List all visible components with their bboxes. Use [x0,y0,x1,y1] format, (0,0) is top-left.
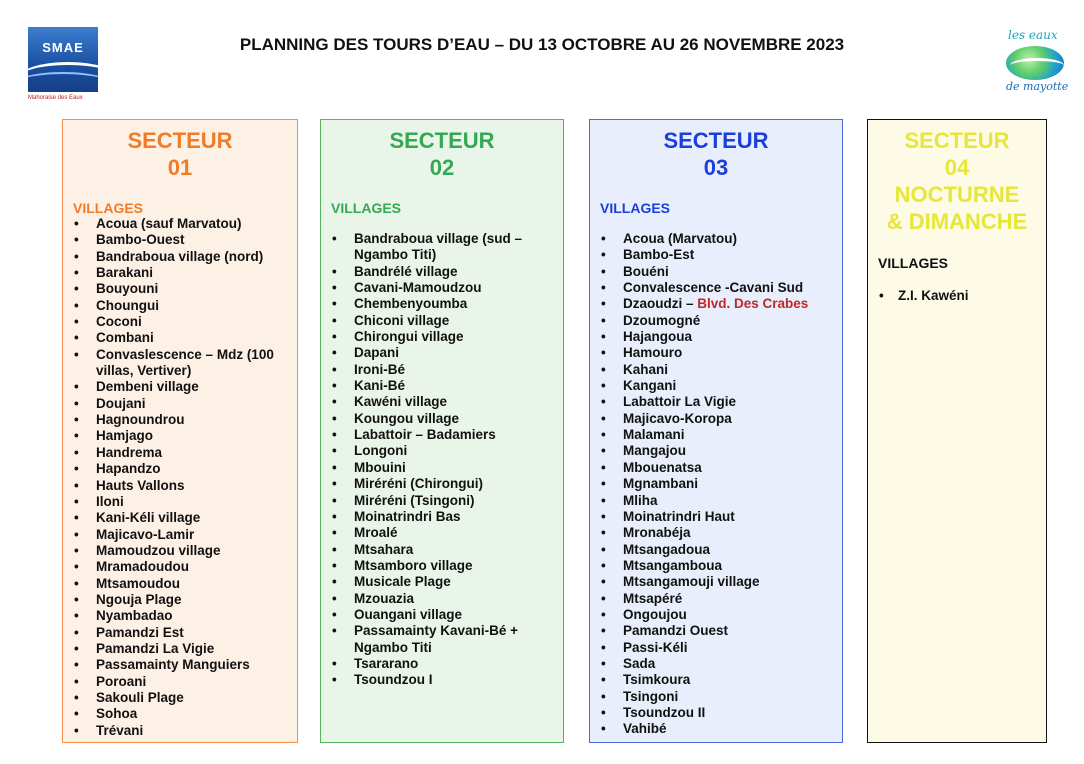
list-item: • Coconi [63,314,297,330]
list-item: • Combani [63,330,297,346]
list-item: • Hagnoundrou [63,412,297,428]
list-item: • Pamandzi Est [63,625,297,641]
list-item: • Bambo-Est [590,247,842,263]
list-item: • Cavani-Mamoudzou [321,280,563,296]
sector-04-villages-label: VILLAGES [878,255,949,271]
sector-02-heading: SECTEUR 02 [389,128,495,180]
list-item: • Sakouli Plage [63,690,297,706]
list-item: • Hapandzo [63,461,297,477]
list-item: • Ongoujou [590,607,842,623]
sector-03-heading: SECTEUR 03 [663,128,769,180]
list-item: • Trévani [63,723,297,739]
list-item: • Dzaoudzi – Blvd. Des Crabes [590,296,842,312]
list-item: • Mtsangadoua [590,542,842,558]
list-item: • Mtsamoudou [63,576,297,592]
list-item: • Chembenyoumba [321,296,563,312]
list-item: • Kahani [590,362,842,378]
list-item: • Mtsapéré [590,591,842,607]
list-item: • Moinatrindri Haut [590,509,842,525]
sector-01-village-list [63,216,297,739]
list-item: • Passi-Kéli [590,640,842,656]
list-item: • Mbouini [321,460,563,476]
sector-04-village-list [868,288,1046,304]
list-item: • Malamani [590,427,842,443]
list-item: • Choungui [63,298,297,314]
sector-03-panel [589,119,843,743]
list-item: • Hajangoua [590,329,842,345]
list-item: • Mamoudzou village [63,543,297,559]
list-item: • Mtsahara [321,542,563,558]
sector-03-village-list [590,231,842,738]
list-item: • Acoua (Marvatou) [590,231,842,247]
list-item: • Tsararano [321,656,563,672]
list-item: • Miréréni (Tsingoni) [321,493,563,509]
list-item: • Mroalé [321,525,563,541]
list-item: • Mangajou [590,443,842,459]
sector-01-villages-label: VILLAGES [73,200,144,216]
list-item: • Z.I. Kawéni [868,288,1046,304]
list-item: • Koungou village [321,411,563,427]
logo-right-line2: de mayotte [1006,80,1069,93]
list-item: • Ironi-Bé [321,362,563,378]
list-item: • Mliha [590,493,842,509]
list-item: • Pamandzi Ouest [590,623,842,639]
list-item: • Musicale Plage [321,574,563,590]
list-item: • Handrema [63,445,297,461]
list-item: • Passamainty Kavani-Bé + Ngambo Titi [321,623,563,656]
list-item: • Mtsangamboua [590,558,842,574]
sector-02-village-list [321,231,563,689]
list-item: • Longoni [321,443,563,459]
list-item: • Mronabéja [590,525,842,541]
list-item: • Hamouro [590,345,842,361]
list-item: • Pamandzi La Vigie [63,641,297,657]
list-item: • Dzoumogné [590,313,842,329]
list-item: • Kangani [590,378,842,394]
list-item: • Chirongui village [321,329,563,345]
list-item: • Miréréni (Chirongui) [321,476,563,492]
list-item: • Convaslescence – Mdz (100 villas, Vertiver) [63,347,297,380]
list-item: • Hauts Vallons [63,478,297,494]
eaux-de-mayotte-logo [1000,28,1072,98]
list-item: • Kawéni village [321,394,563,410]
page-title: PLANNING DES TOURS D’EAU – DU 13 OCTOBRE AU 26 NOVEMBRE 2023 [239,35,845,54]
list-item: • Bouyouni [63,281,297,297]
list-item: • Passamainty Manguiers [63,657,297,673]
list-item: • Mgnambani [590,476,842,492]
list-item: • Majicavo-Lamir [63,527,297,543]
list-item: • Dapani [321,345,563,361]
list-item: • Acoua (sauf Marvatou) [63,216,297,232]
sector-01-panel [62,119,298,743]
sector-02-villages-label: VILLAGES [331,200,402,216]
list-item: • Bandraboua village (sud – Ngambo Titi) [321,231,563,264]
list-item: • Barakani [63,265,297,281]
smae-logo-brand: SMAE [42,40,84,55]
list-item: • Moinatrindri Bas [321,509,563,525]
list-item: • Convalescence -Cavani Sud [590,280,842,296]
list-item: • Hamjago [63,428,297,444]
list-item: • Vahibé [590,721,842,737]
sector-02-panel [320,119,564,743]
list-item: • Tsingoni [590,689,842,705]
list-item: • Mzouazia [321,591,563,607]
logo-right-line1: les eaux [1008,28,1058,42]
list-item: • Dembeni village [63,379,297,395]
list-item: • Bambo-Ouest [63,232,297,248]
sector-01-heading: SECTEUR 01 [127,128,233,180]
list-item: • Kani-Bé [321,378,563,394]
list-item: • Mtsamboro village [321,558,563,574]
list-item: • Bandrélé village [321,264,563,280]
list-item: • Ngouja Plage [63,592,297,608]
list-item: • Nyambadao [63,608,297,624]
list-item: • Doujani [63,396,297,412]
list-item: • Chiconi village [321,313,563,329]
list-item: • Tsoundzou I [321,672,563,688]
list-item: • Tsoundzou II [590,705,842,721]
list-item: • Sada [590,656,842,672]
sector-04-panel [867,119,1047,743]
list-item: • Tsimkoura [590,672,842,688]
list-item: • Mtsangamouji village [590,574,842,590]
list-item: • Labattoir – Badamiers [321,427,563,443]
list-item: • Majicavo-Koropa [590,411,842,427]
list-item: • Mramadoudou [63,559,297,575]
list-item: • Labattoir La Vigie [590,394,842,410]
list-item: • Kani-Kéli village [63,510,297,526]
sector-03-villages-label: VILLAGES [600,200,671,216]
highlight-text: Blvd. Des Crabes [697,296,809,312]
list-item: • Bandraboua village (nord) [63,249,297,265]
smae-logo-subtitle: Mahoraise des Eaux [28,95,83,101]
sector-04-heading: SECTEUR 04 NOCTURNE & DIMANCHE [886,128,1028,234]
list-item: • Bouéni [590,264,842,280]
list-item: • Sohoa [63,706,297,722]
list-item: • Mbouenatsa [590,460,842,476]
list-item: • Ouangani village [321,607,563,623]
list-item: • Iloni [63,494,297,510]
list-item: • Poroani [63,674,297,690]
